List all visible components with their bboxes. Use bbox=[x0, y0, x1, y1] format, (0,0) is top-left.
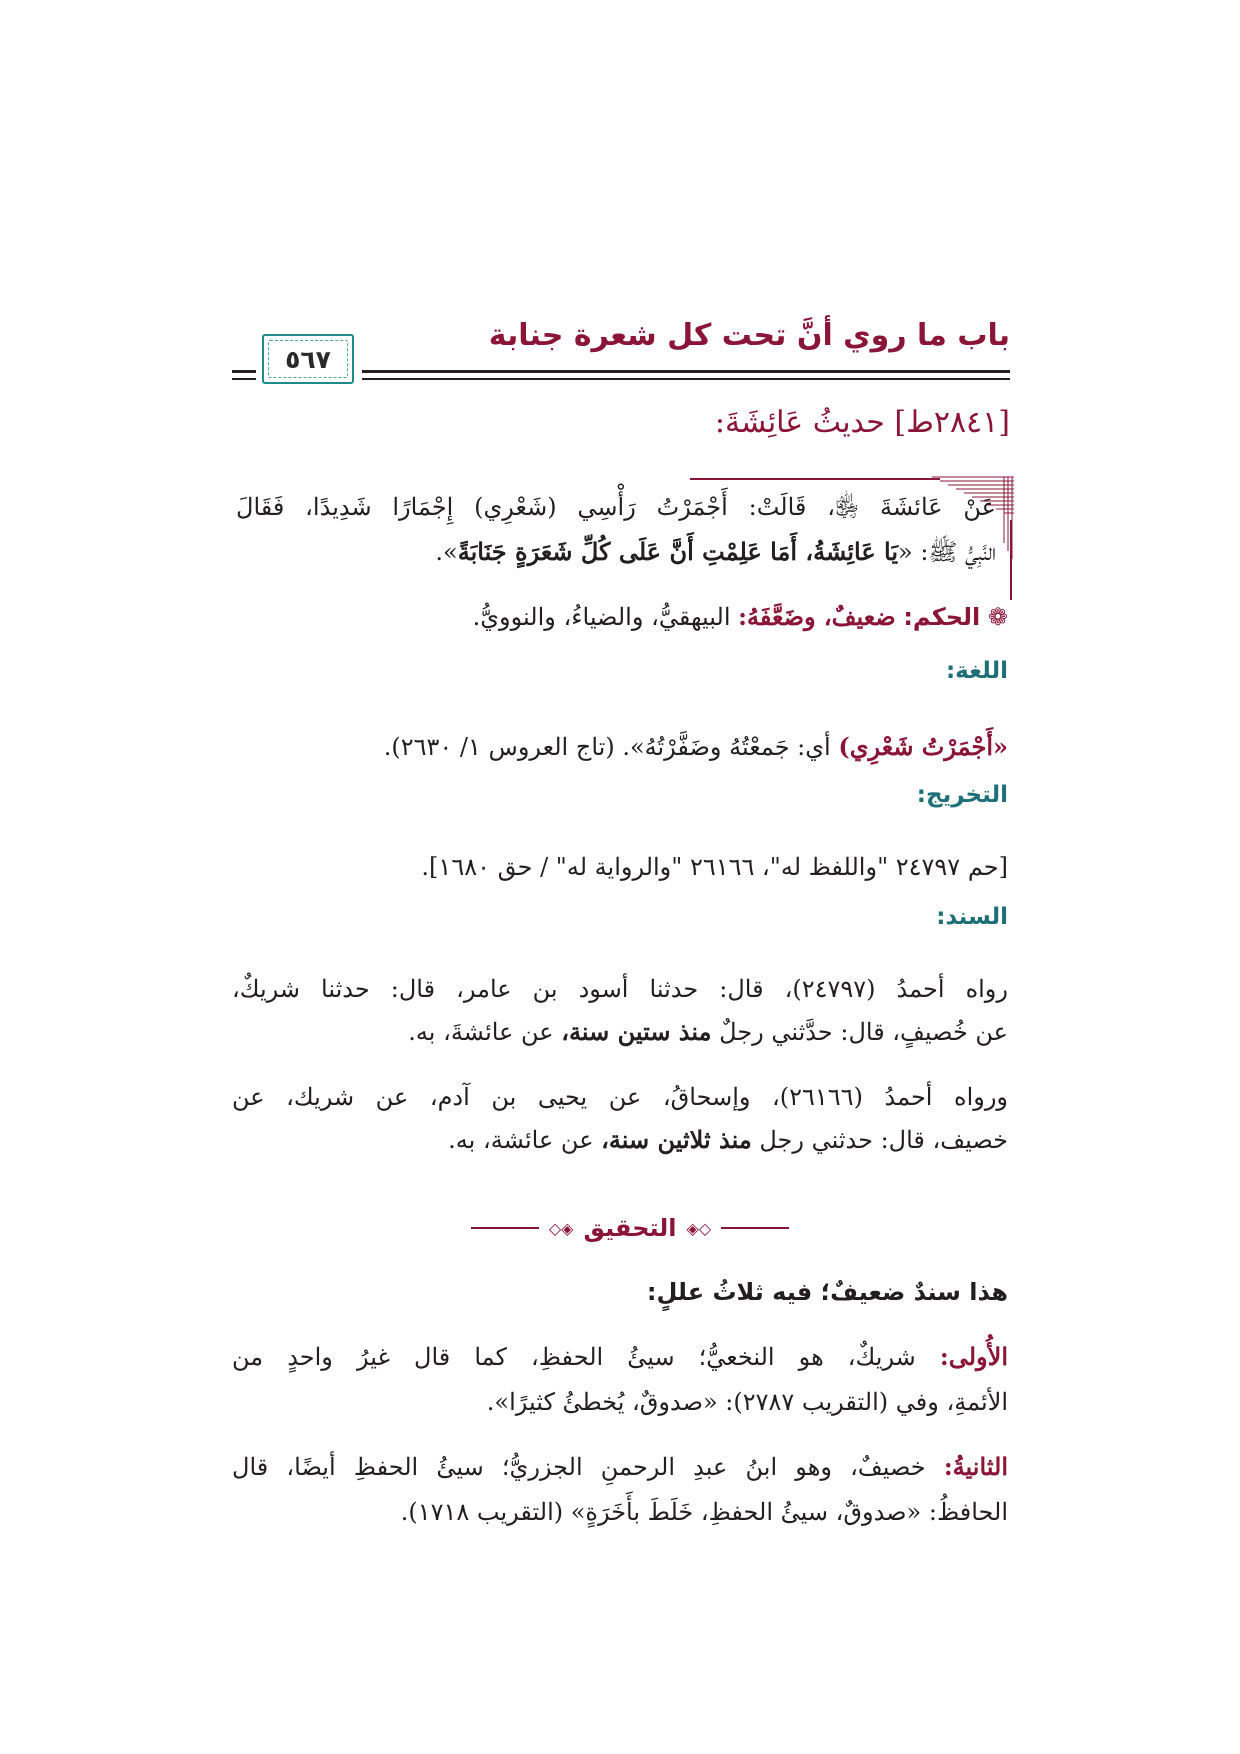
second-illa-label: الثانيةُ: bbox=[943, 1452, 1008, 1481]
first-illa-line-1 bbox=[232, 1335, 1008, 1379]
divider-line-left bbox=[471, 1227, 539, 1229]
ruling-rest: البيهقيُّ، والضياءُ، والنوويُّ. bbox=[472, 603, 731, 631]
second-illa-text-1: خصيفٌ، وهو ابنُ عبدِ الرحمنِ الجزريُّ؛ سيئُ الحفظِ أيضًا، قال bbox=[232, 1453, 926, 1481]
second-illa-line-2 bbox=[232, 1490, 1008, 1534]
hadith-prophet-words: يَا عَائِشَةُ، أَمَا عَلِمْتِ أَنَّ عَلَى كُلِّ شَعَرَةٍ جَنَابَةً bbox=[457, 537, 899, 566]
sanad-p2-bold: منذ ثلاثين سنة، bbox=[601, 1125, 752, 1154]
sanad-label: السند: bbox=[936, 904, 1008, 930]
ruling-line bbox=[232, 595, 1008, 639]
sanad-p1-line-2 bbox=[232, 1010, 1008, 1054]
page-number: ٥٦٧ bbox=[285, 344, 331, 374]
second-illa-line-1 bbox=[232, 1445, 1008, 1489]
ornament-top-line bbox=[690, 478, 940, 480]
page-number-frame bbox=[262, 334, 354, 384]
takhrij-text: [حم ٢٤٧٩٧ "واللفظ له"، ٢٦١٦٦ "والرواية له" / حق ١٦٨٠]. bbox=[421, 853, 1008, 881]
first-illa-text-2: الأئمةِ، وفي (التقريب ٢٧٨٧): «صدوقٌ، يُخطئُ كثيرًا». bbox=[486, 1388, 1008, 1416]
sanad-p2-line-2 bbox=[232, 1118, 1008, 1162]
takhrij-label: التخريج: bbox=[916, 782, 1008, 808]
takhrij-line bbox=[232, 845, 1008, 889]
sanad-p1-line-1 bbox=[232, 967, 1008, 1011]
flower-ornament-icon: ❁ bbox=[987, 603, 1008, 631]
hadith-text-line-1 bbox=[236, 485, 996, 529]
language-line bbox=[232, 725, 1008, 769]
hadith-title: [٢٨٤١ط] حديثُ عَائِشَةَ: bbox=[714, 405, 1010, 440]
language-text: أي: جَمعْتُهُ وضَفَّرْتُهُ». (تاج العروس ١/ ٢٦٣٠). bbox=[383, 733, 831, 761]
tahqiq-intro: هذا سندٌ ضعيفٌ؛ فيه ثلاثُ عللٍ: bbox=[646, 1278, 1008, 1306]
first-illa-line-2 bbox=[232, 1380, 1008, 1424]
language-label: اللغة: bbox=[945, 658, 1008, 684]
hadith-text-1: عَنْ عَائشَةَ ﵂، قَالَتْ: أَجْمَرْتُ رَأْسِي (شَعْرِي) إِجْمَارًا شَدِيدًا، فَقَالَ bbox=[236, 493, 996, 521]
sanad-p2-text-2-start: خصيف، قال: حدثني رجل bbox=[759, 1126, 1008, 1154]
header-rule-left-thin bbox=[232, 378, 256, 380]
first-illa-label: الأُولى: bbox=[939, 1342, 1008, 1371]
sanad-p2-text-1: ورواه أحمدُ (٢٦١٦٦)، وإسحاقُ، عن يحيى بن آدم، عن شريك، عن bbox=[232, 1083, 1009, 1111]
header-rule-right-thin bbox=[362, 378, 1010, 380]
hadith-text-2-end: ». bbox=[435, 538, 458, 566]
header-rule-right bbox=[362, 370, 1010, 373]
sanad-p2-text-2-end: عن عائشة، به. bbox=[448, 1126, 594, 1154]
sanad-p1-bold: منذ ستين سنة، bbox=[561, 1017, 712, 1046]
divider-line-right bbox=[721, 1227, 789, 1229]
sanad-p1-text-1: رواه أحمدُ (٢٤٧٩٧)، قال: حدثنا أسود بن عامر، قال: حدثنا شريكٌ، bbox=[232, 975, 1008, 1003]
second-illa-text-2: الحافظُ: «صدوقٌ، سيئُ الحفظِ، خَلَطَ بأَخَرَةٍ» (التقريب ١٧١٨). bbox=[400, 1498, 1008, 1526]
sanad-p1-text-2-end: عن عائشةَ، به. bbox=[408, 1018, 554, 1046]
divider-ornament-icon: ◇◈ bbox=[686, 1218, 712, 1238]
first-illa-text-1: شريكٌ، هو النخعيُّ؛ سيئُ الحفظِ، كما قال غيرُ واحدٍ من bbox=[232, 1343, 916, 1371]
language-term: «أَجْمَرْتُ شَعْرِي) bbox=[838, 732, 1008, 761]
tahqiq-divider bbox=[440, 1210, 820, 1246]
sanad-p1-text-2-start: عن خُصيفٍ، قال: حدَّثني رجلٌ bbox=[719, 1018, 1008, 1046]
tahqiq-label: التحقيق bbox=[583, 1214, 677, 1242]
hadith-text-2-start: النَّبِيُّ ﷺ: « bbox=[898, 538, 996, 566]
tahqiq-intro-line bbox=[232, 1270, 1008, 1314]
ruling-label: الحكم: bbox=[903, 603, 981, 631]
ornament-side-line bbox=[1010, 520, 1012, 600]
sanad-p2-line-1 bbox=[232, 1075, 1008, 1119]
divider-ornament-icon: ◈◇ bbox=[548, 1218, 574, 1238]
header-rule-left bbox=[232, 370, 256, 373]
hadith-text-line-2 bbox=[236, 530, 996, 574]
running-title: باب ما روي أنَّ تحت كل شعرة جنابة bbox=[488, 318, 1010, 353]
ruling-value: ضعيفٌ، وضَعَّفَهُ: bbox=[738, 602, 896, 631]
